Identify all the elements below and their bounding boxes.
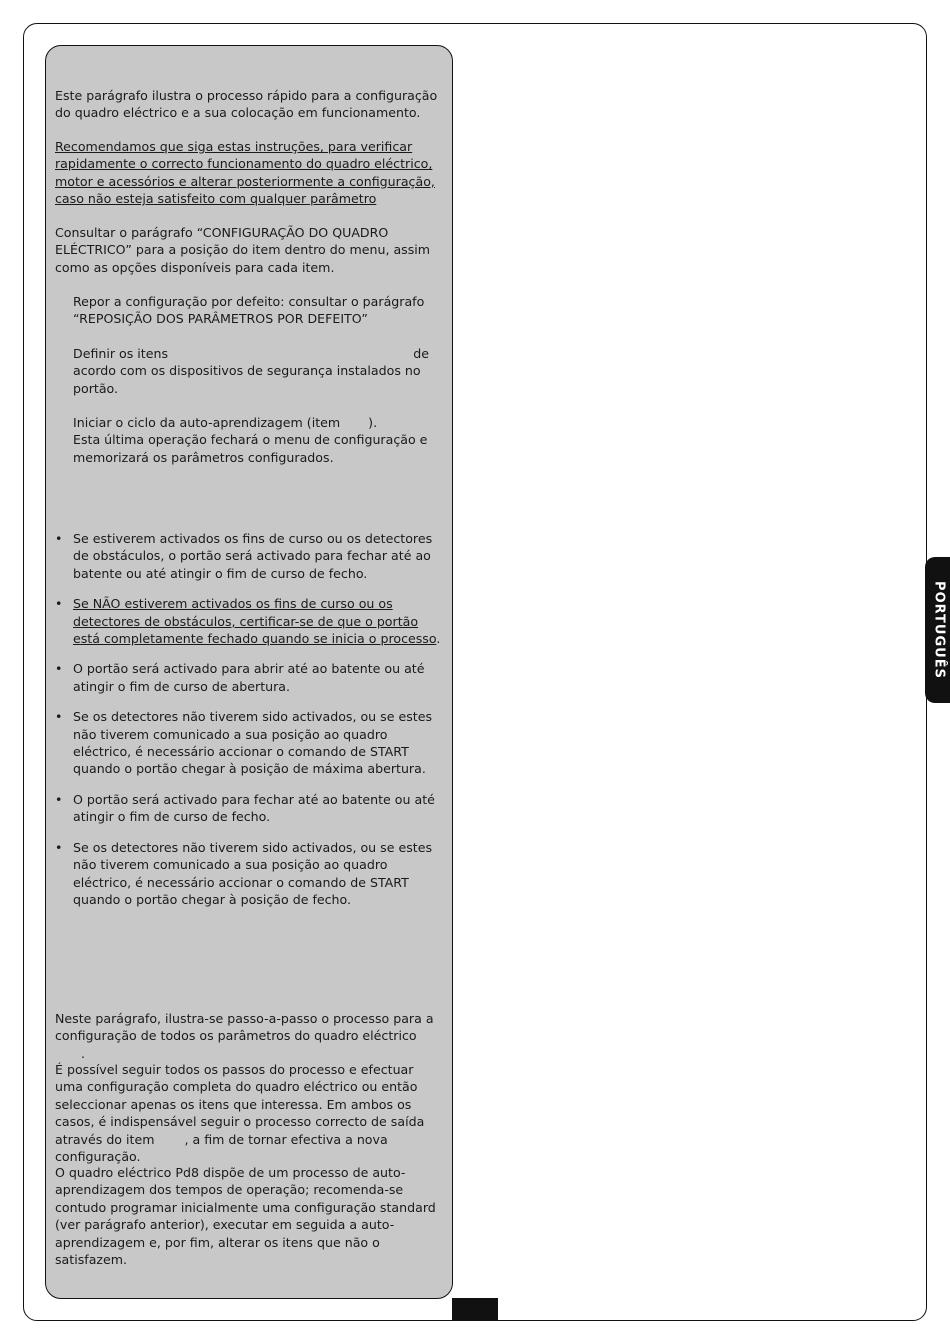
bullet-dot: • [55,791,63,807]
page-number-box [452,1298,498,1320]
step-autolearn-close: ). [368,415,378,430]
autolearn-paragraph: O quadro eléctrico Pd8 dispõe de um processo de auto-aprendizagem dos tempos de operação; recomenda-se contudo programar inicialmente uma configuração standard (ver parágrafo anterior), executar em seguida a auto-aprendizagem e, por fim, alterar os itens que não o satisfazem. [55,1165,436,1268]
bullet-text: O portão será activado para fechar até ao batente ou até atingir o fim de curso de fecho. [73,791,435,825]
step-autolearn-note: Esta última operação fechará o menu de configuração e memorizará os parâmetros configurados. [73,432,428,465]
step-define-items-lead: Definir os itens [73,346,169,361]
config-steps-end: , a fim de tornar efectiva a nova configuração. [55,1131,388,1165]
list-item [55,708,441,778]
bullet-text: O portão será activado para abrir até ao batente ou até atingir o fim de curso de abertura. [73,661,425,694]
bullet-dot: • [55,839,63,855]
bullet-text: Se estiverem activados os fins de curso ou os detectores de obstáculos, o portão será activado para fechar até ao batente ou até atingir o fim de curso de fecho. [73,531,433,581]
bullet-text-underlined: Se NÃO estiverem activados os fins de curso ou os detectores de obstáculos, certificar-se de que o portão está completamente fechado quando se inicia o processo [73,596,437,647]
config-intro-paragraph [55,1010,441,1062]
process-bullet-list [55,530,441,921]
list-item [55,839,441,909]
step-reset-defaults: Repor a configuração por defeito: consultar o parágrafo “REPOSIÇÃO DOS PARÂMETROS POR DEFEITO” [73,294,425,327]
list-item [55,530,441,582]
config-intro-end: . [81,1045,86,1061]
bullet-dot: • [55,596,63,612]
language-tab-label: PORTUGUÊS [931,581,946,679]
step-define-items [73,345,429,397]
step-define-items-rest: acordo com os dispositivos de segurança instalados no portão. [73,363,421,396]
step-autolearn-lead: Iniciar o ciclo da auto-aprendizagem (item [73,415,341,430]
list-item [55,791,441,826]
reference-paragraph: Consultar o parágrafo “CONFIGURAÇÃO DO QUADRO ELÉCTRICO” para a posição do item dentro do menu, assim como as opções disponíveis para cada item. [55,225,431,275]
language-tab [925,557,950,703]
step-autolearn [73,414,429,466]
bullet-dot: • [55,709,63,725]
config-steps-paragraph [55,1061,441,1165]
list-item [55,660,441,695]
bullet-dot: • [55,531,63,546]
bullet-text: Se os detectores não tiverem sido activados, ou se estes não tiverem comunicado a sua posição ao quadro eléctrico, é necessário accionar o comando de START quando o portão chegar à posição de máxima abertura. [73,709,433,777]
recommendation-paragraph: Recomendamos que siga estas instruções, para verificar rapidamente o correcto funcionamento do quadro eléctrico, motor e acessórios e alterar posteriormente a configuração, caso não esteja satisfeito com qualquer parâmetro [55,139,435,207]
bullet-text: Se os detectores não tiverem sido activados, ou se estes não tiverem comunicado a sua posição ao quadro eléctrico, é necessário accionar o comando de START quando o portão chegar à posição de fecho. [73,839,433,907]
intro-paragraph: Este parágrafo ilustra o processo rápido para a configuração do quadro eléctrico e a sua colocação em funcionamento. [55,88,438,121]
bullet-dot: • [55,661,63,677]
step-define-items-de: de [413,346,429,361]
list-item [55,595,441,647]
config-intro-text: Neste parágrafo, ilustra-se passo-a-passo o processo para a configuração de todos os parâmetros do quadro eléctrico [55,1011,434,1044]
bullet-text-tail: . [436,631,441,647]
config-steps-text: É possível seguir todos os passos do processo e efectuar uma configuração completa do quadro eléctrico ou então seleccionar apenas os itens que interessa. Em ambos os casos, é indispensável seguir o processo correcto de saída através do item [55,1062,425,1147]
